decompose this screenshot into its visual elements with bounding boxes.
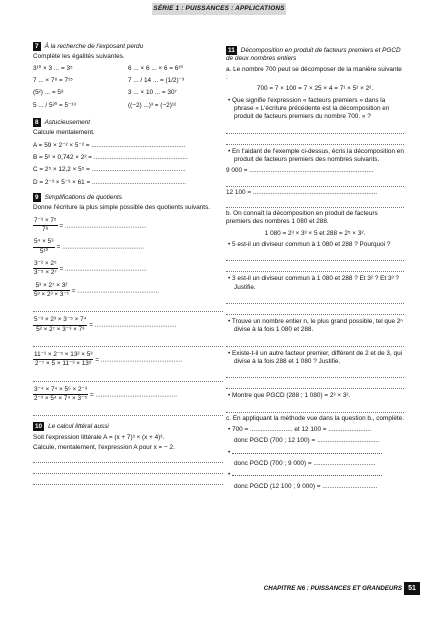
- answer-line: • 700 = ........................ et 12 100 = ........................: [228, 425, 371, 433]
- question: • Existe-t-il un autre facteur premier, différent de 2 et de 3, qui divise à la fois 288 et 1 080 ? Justifie.: [228, 349, 403, 365]
- equality-item: 3 ... × 10 ... = 30⁷: [128, 89, 177, 97]
- quotient-item: [33, 282, 223, 300]
- answer-text: donc PGCD (12 100 ; 9 000) = ...............................: [234, 482, 378, 490]
- fraction: [33, 282, 70, 300]
- dotted-blank: [232, 453, 382, 454]
- question-text: Existe-t-il un autre facteur premier, différent de 2 et de 3, qui divise à la fois 288 et 1 080 ? Justifie.: [232, 349, 403, 365]
- exercise-7: [33, 42, 223, 110]
- exercise-title: Décomposition en produit de facteurs premiers et PGCD de deux nombres entiers: [226, 47, 401, 63]
- numerator: 5⁴ × 5⁹: [33, 238, 55, 247]
- answer-text: donc PGCD (700 ; 9 000) = ...................................: [234, 459, 376, 467]
- dotted-line: [33, 465, 223, 474]
- question: • En t'aidant de l'exemple ci-dessus, écris la décomposition en produit de facteurs premiers des nombres suivants.: [228, 147, 404, 163]
- question-text: 3 est-il un diviseur commun à 1 080 et 288 ? Et 3² ? Et 3³ ? Justifie.: [232, 275, 399, 291]
- exercise-text: Soit l'expression littérale A = (x + 7)³ × (x + 4)³.: [33, 433, 165, 441]
- numerator: 7⁻³ × 7⁵: [33, 217, 58, 226]
- answer-line: = ..............................................: [59, 222, 147, 230]
- exercise-number: 9: [35, 193, 39, 201]
- quotient-item: [33, 351, 223, 369]
- exercise-9: [33, 193, 223, 416]
- denominator: 2⁻⁷ × 5 × 11⁻³ × 13⁶: [34, 360, 92, 368]
- exercise-title: Le calcul littéral aussi: [48, 423, 109, 431]
- question: • Que signifie l'expression « facteurs premiers » dans la phrase « L'écriture précédente est la décomposition en produit de facteurs premiers du nombre 700. » ?: [228, 96, 390, 121]
- equality-item: 7 ... / 14 ... = (1/2)⁻³: [128, 76, 185, 84]
- answer-line: •: [234, 449, 404, 457]
- dotted-line: [226, 125, 404, 134]
- answer-line: = ..............................................: [89, 391, 178, 399]
- dotted-line: [226, 252, 404, 261]
- exercise-text: Calcule, mentalement, l'expression A pour x = − 2.: [33, 443, 175, 451]
- calc-line-c: C = 2⁵ × 12,2 × 5⁵ = .....................................................: [33, 166, 186, 174]
- right-column: [226, 44, 404, 494]
- numerator: 5³ × 2⁷ × 3²: [33, 282, 70, 291]
- exercise-title: Simplifications de quotients: [44, 193, 123, 201]
- question: • Montre que PGCD (288 ; 1 080) = 2³ × 3².: [228, 392, 351, 400]
- quotient-item: [33, 238, 223, 256]
- equality-item: 5 ... / 5²⁰ = 5⁻¹³: [33, 101, 76, 109]
- equality-item: 6 ... × 6 ... × 6 = 6¹⁰: [128, 64, 183, 72]
- numerator: 3⁻² × 2⁵: [33, 260, 58, 269]
- fraction: [33, 238, 55, 256]
- quotient-item: [33, 260, 223, 278]
- question: • 5 est-il un diviseur commun à 1 080 et 288 ? Pourquoi ?: [228, 240, 391, 248]
- exercise-number: 10: [35, 423, 43, 431]
- dotted-line: [226, 295, 404, 304]
- dotted-line: [33, 407, 223, 416]
- equality-item: ((−2) ...)³ = (−2)¹²: [128, 101, 177, 109]
- question-text: Trouve un nombre entier n, le plus grand possible, tel que 2ⁿ divise à la fois 1 080 et 288.: [231, 317, 403, 334]
- dotted-line: [226, 338, 404, 347]
- fraction: [33, 351, 93, 369]
- answer-line: 9 000 = ......................................................................: [226, 167, 374, 175]
- part-a-intro: a. Le nombre 700 peut se décomposer de la manière suivante :: [226, 65, 402, 81]
- calc-line-d: D = 2⁻³ × 5⁻³ × 61 = .....................................................: [33, 178, 187, 186]
- exercise-instruction: Donne l'écriture la plus simple possible des quotients suivants.: [33, 204, 211, 212]
- exercise-8: [33, 118, 223, 187]
- chapter-footer: CHAPITRE N6 : PUISSANCES ET GRANDEURS: [263, 585, 402, 592]
- equality-item: (5²) ... = 5⁸: [33, 89, 64, 97]
- dotted-line: [33, 476, 223, 485]
- dotted-line: [33, 303, 223, 312]
- answer-text: donc PGCD (700 ; 12 100) = ...................................: [234, 437, 380, 445]
- dotted-line: [33, 338, 223, 347]
- dotted-line: [226, 199, 404, 208]
- answer-line: [234, 459, 404, 468]
- equality-grid: [33, 65, 223, 110]
- answer-line: [234, 482, 404, 491]
- fraction: [33, 217, 58, 235]
- left-column: [33, 40, 223, 487]
- fraction: [33, 316, 87, 334]
- equality-item: 3¹⁰ × 3 ... = 3⁵: [33, 64, 73, 72]
- question: • Trouve un nombre entier n, le plus grand possible, tel que 2ⁿ divise à la fois 1 080 et 288.: [228, 317, 403, 334]
- dotted-line: [226, 369, 404, 378]
- exercise-instruction: Complète les égalités suivantes.: [33, 53, 125, 61]
- answer-line: = ..............................................: [95, 356, 183, 364]
- page-header: SÉRIE 1 : PUISSANCES : APPLICATIONS: [152, 3, 286, 15]
- part-b-equation: 1 080 = 2³ × 3³ × 5 et 288 = 2⁵ × 3².: [264, 229, 366, 237]
- exercise-number: 8: [35, 118, 39, 126]
- exercise-number: 11: [228, 47, 235, 54]
- answer-line: = ..............................................: [89, 321, 177, 329]
- answer-line: [234, 437, 404, 445]
- exercise-number: 7: [35, 43, 39, 50]
- denominator: 5¹⁰: [39, 247, 49, 255]
- dotted-line: [226, 380, 404, 389]
- question: • 3 est-il un diviseur commun à 1 080 et 288 ? Et 3² ? Et 3³ ? Justifie.: [228, 275, 399, 291]
- answer-line: = ..............................................: [71, 287, 159, 295]
- quotient-item: [33, 386, 223, 404]
- numerator: 11⁻¹ × 2⁻⁵ × 13² × 5³: [33, 351, 93, 360]
- denominator: 3⁻⁵ × 2⁷: [34, 269, 57, 277]
- part-c-intro: c. En appliquant la méthode vue dans la question b., complète.: [226, 414, 404, 422]
- exercise-instruction: Calcule mentalement.: [33, 129, 95, 137]
- denominator: 5² × 2⁷ × 3⁻³ × 7³: [36, 325, 85, 333]
- denominator: 7⁸: [42, 225, 49, 233]
- dotted-line: [226, 178, 404, 187]
- answer-line: 12 100 = ......................................................................: [226, 188, 378, 196]
- answer-line: = ..............................................: [59, 265, 147, 273]
- question-text: 5 est-il un diviseur commun à 1 080 et 288 ? Pourquoi ?: [232, 240, 391, 248]
- answer-line: = ..............................................: [56, 243, 144, 251]
- question-text: Que signifie l'expression « facteurs premiers » dans la phrase « L'écriture précédente est la décomposition en produit de facteurs premiers du nombre 700. » ?: [232, 96, 390, 121]
- numerator: 5⁻³ × 2³ × 3⁻⁵ × 7⁴: [33, 316, 87, 325]
- dotted-line: [33, 454, 223, 463]
- dotted-line: [226, 306, 404, 315]
- question-text: Montre que PGCD (288 ; 1 080) = 2³ × 3².: [232, 392, 351, 400]
- part-a-equation: 700 = 7 × 100 = 7 × 25 × 4 = 7¹ × 5² × 2².: [256, 85, 374, 93]
- calc-line-a: A = 59 × 2⁻² × 5⁻² = .....................................................: [33, 141, 186, 149]
- quotient-item: [33, 217, 223, 235]
- fraction: [33, 386, 88, 404]
- exercise-title: Astucieusement: [44, 118, 91, 126]
- dotted-blank: [232, 475, 382, 476]
- denominator: 2⁻³ × 5⁴ × 7⁴ × 3⁻⁵: [34, 394, 88, 402]
- exercise-10: [33, 422, 223, 485]
- dotted-line: [226, 136, 404, 145]
- fraction: [33, 260, 58, 278]
- dotted-line: [33, 373, 223, 382]
- calc-line-b: B = 5² × 0,742 × 2² = .....................................................: [33, 153, 188, 161]
- numerator: 3⁻⁴ × 7⁴ × 5⁶ × 2⁻³: [33, 386, 88, 395]
- exercise-title: À la recherche de l'exposant perdu: [44, 43, 144, 50]
- denominator: 5³ × 2³ × 3⁻¹: [34, 290, 69, 298]
- part-b-intro: b. On connaît la décomposition en produit de facteurs premiers des nombres 1 080 et 288.: [226, 209, 378, 226]
- dotted-line: [226, 263, 404, 272]
- dotted-line: [226, 404, 404, 413]
- equality-item: 7 ... × 7⁸ = 7¹⁵: [33, 76, 73, 84]
- answer-line: •: [234, 471, 404, 479]
- answer-text: 700 = ........................ et 12 100 = ........................: [232, 425, 371, 433]
- quotient-item: [33, 316, 223, 334]
- page-number: 51: [404, 582, 420, 595]
- question-text: En t'aidant de l'exemple ci-dessus, écris la décomposition en produit de facteurs premiers des nombres suivants.: [232, 147, 404, 163]
- exercise-11: [226, 46, 404, 491]
